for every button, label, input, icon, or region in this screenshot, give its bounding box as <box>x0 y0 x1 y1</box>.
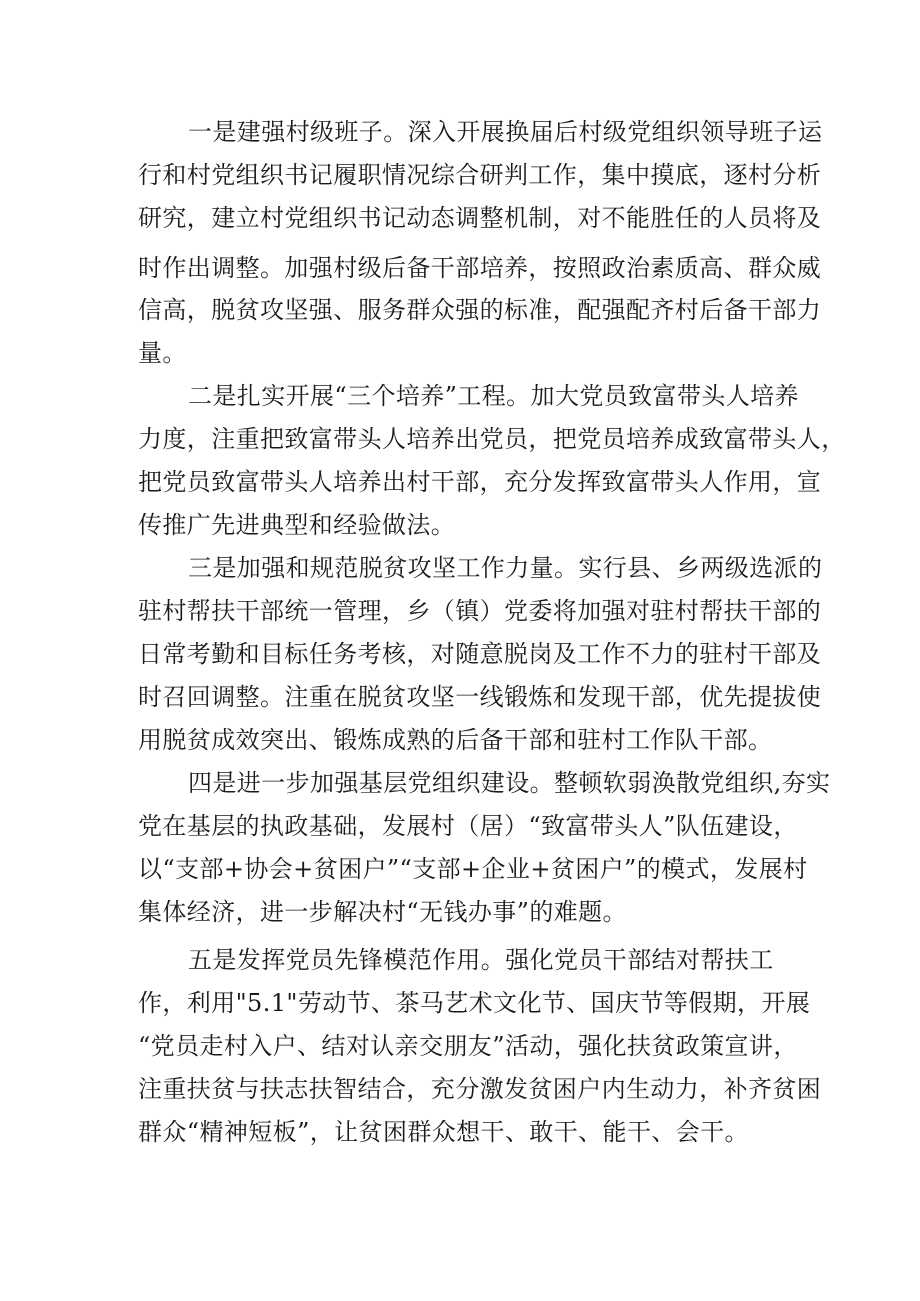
paragraph-line: 用脱贫成效突出、锻炼成熟的后备干部和驻村工作队干部。 <box>138 726 773 754</box>
paragraph-line: 二是扎实开展“三个培养”工程。加大党员致富带头人培养 <box>188 382 799 410</box>
paragraph-line: 四是进一步加强基层党组织建设。整顿软弱涣散党组织,夯实 <box>188 769 831 797</box>
paragraph-line: 信高，脱贫攻坚强、服务群众强的标准，配强配齐村后备干部力 <box>138 296 822 324</box>
paragraph-line: 日常考勤和目标任务考核，对随意脱岗及工作不力的驻村干部及 <box>138 640 822 668</box>
paragraph-line: 党在基层的执政基础，发展村（居）“致富带头人”队伍建设， <box>138 812 798 840</box>
paragraph-line: 时召回调整。注重在脱贫攻坚一线锻炼和发现干部，优先提拔使 <box>138 683 822 711</box>
paragraph-line: 作，利用"5.1"劳动节、茶马艺术文化节、国庆节等假期，开展 <box>138 989 811 1017</box>
paragraph-line: 力度，注重把致富带头人培养出党员，把党员培养成致富带头人， <box>138 425 846 453</box>
paragraph-line: 注重扶贫与扶志扶智结合，充分激发贫困户内生动力，补齐贫困 <box>138 1075 822 1103</box>
paragraph-line: 三是加强和规范脱贫攻坚工作力量。实行县、乡两级选派的 <box>188 554 823 582</box>
paragraph-line: 时作出调整。加强村级后备干部培养，按照政治素质高、群众威 <box>138 254 822 282</box>
paragraph-line: 群众“精神短板”，让贫困群众想干、敢干、能干、会干。 <box>138 1118 749 1146</box>
paragraph-line: 驻村帮扶干部统一管理，乡（镇）党委将加强对驻村帮扶干部的 <box>138 597 822 625</box>
paragraph-line: 一是建强村级班子。深入开展换届后村级党组织领导班子运 <box>188 118 823 146</box>
paragraph-line: 传推广先进典型和经验做法。 <box>138 511 456 539</box>
paragraph-line: 集体经济，进一步解决村“无钱办事”的难题。 <box>138 898 627 926</box>
paragraph-line: 量。 <box>138 339 187 367</box>
paragraph-line: 行和村党组织书记履职情况综合研判工作，集中摸底，逐村分析 <box>138 161 822 189</box>
paragraph-line: 把党员致富带头人培养出村干部，充分发挥致富带头人作用，宣 <box>138 468 822 496</box>
paragraph-line: “党员走村入户、结对认亲交朋友”活动，强化扶贫政策宣讲， <box>138 1032 798 1060</box>
paragraph-line: 研究，建立村党组织书记动态调整机制，对不能胜任的人员将及 <box>138 204 822 232</box>
paragraph-line: 五是发挥党员先锋模范作用。强化党员干部结对帮扶工 <box>188 946 774 974</box>
paragraph-line: 以“支部+协会+贫困户”“支部+企业+贫困户”的模式，发展村 <box>138 855 808 883</box>
